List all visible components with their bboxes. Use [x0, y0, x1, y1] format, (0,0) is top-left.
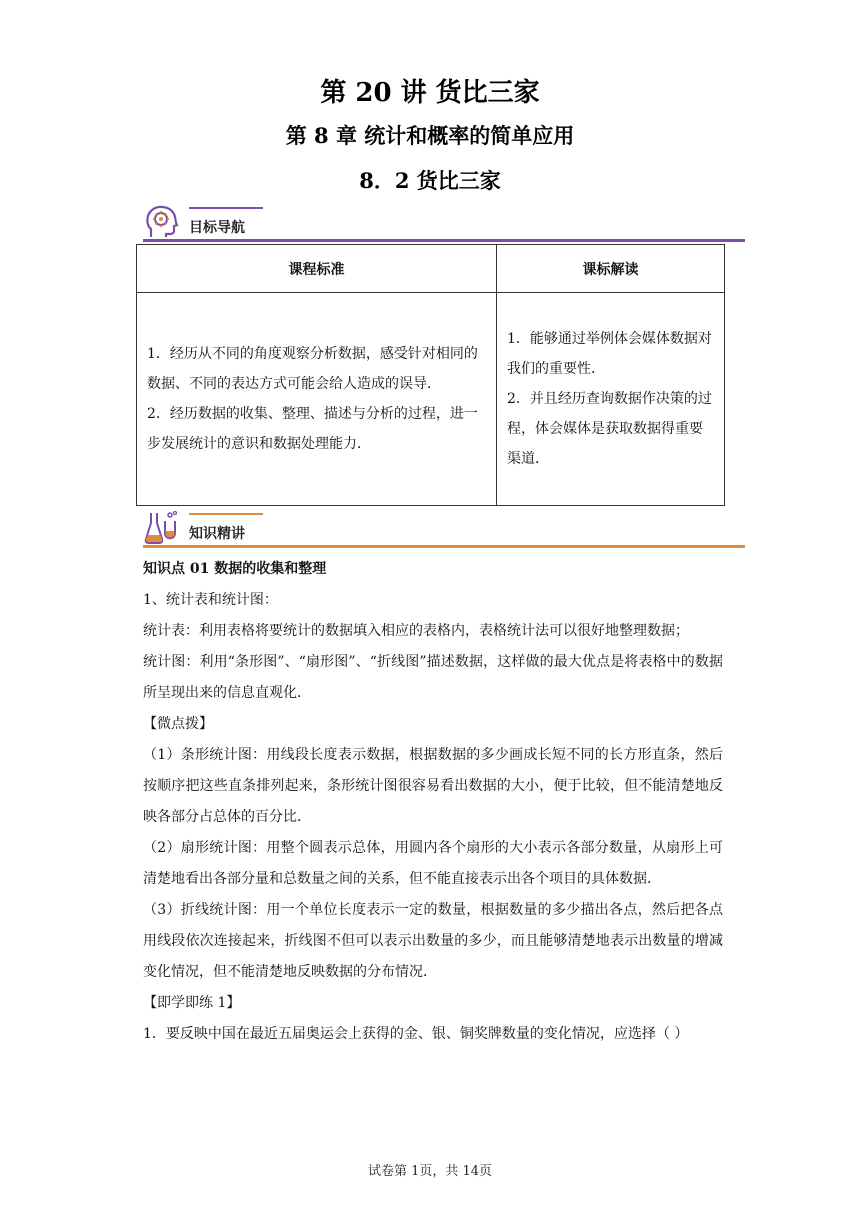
- paragraph: 统计图：利用“条形图”、“扇形图”、“折线图”描述数据，这样做的最大优点是将表格中的数据所呈现出来的信息直观化．: [143, 654, 723, 701]
- standard-item: 1．经历从不同的角度观察分析数据，感受针对相同的数据、不同的表达方式可能会给人造成的误导．: [147, 346, 478, 392]
- nav-header-label: 目标导航: [189, 220, 245, 236]
- interpretation-cell: [497, 293, 725, 506]
- flask-icon: [143, 509, 179, 545]
- interpretation-item: 1．能够通过举例体会媒体数据对我们的重要性．: [507, 331, 712, 377]
- knowledge-content: [143, 554, 723, 1050]
- header-accent-line: [189, 513, 263, 515]
- col-header-standard: 课程标准: [137, 245, 497, 293]
- paragraph: 1、统计表和统计图：: [143, 592, 278, 608]
- knowledge-section-header: [143, 509, 745, 545]
- paragraph: （1）条形统计图：用线段长度表示数据，根据数据的多少画成长短不同的长方形直条，然后按顺序把这些直条排列起来，条形统计图很容易看出数据的大小，便于比较，但不能清楚地反映各部分占总体的百分比．: [143, 747, 723, 825]
- knowledge-header-label: 知识精讲: [189, 526, 245, 542]
- paragraph: 【即学即练 1】: [143, 995, 241, 1011]
- col-header-interpretation: 课标解读: [497, 245, 725, 293]
- standard-cell: [137, 293, 497, 506]
- nav-section-header: [143, 203, 745, 239]
- paragraph: （3）折线统计图：用一个单位长度表示一定的数量，根据数量的多少描出各点，然后把各点用线段依次连接起来，折线图不但可以表示出数量的多少，而且能够清楚地表示出数量的增减变化情况，但不能清楚地反映数据的分布情况．: [143, 902, 723, 980]
- page-footer: 试卷第 1页，共 14页: [367, 1164, 493, 1179]
- table-row: [137, 293, 725, 506]
- section-title: 8．2 货比三家: [359, 168, 501, 193]
- paragraph: 统计表：利用表格将要统计的数据填入相应的表格内，表格统计法可以很好地整理数据；: [143, 623, 689, 639]
- paragraph: 【微点拨】: [143, 716, 213, 732]
- table-header-row: [137, 245, 725, 293]
- interpretation-item: 2．并且经历查询数据作决策的过程，体会媒体是获取数据得重要渠道．: [507, 391, 712, 467]
- lecture-title: 第 20 讲 货比三家: [320, 78, 540, 108]
- header-rule: [143, 239, 745, 242]
- paragraph: 1．要反映中国在最近五届奥运会上获得的金、银、铜奖牌数量的变化情况，应选择（ ）: [143, 1026, 689, 1042]
- curriculum-table: [136, 244, 725, 506]
- header-accent-line: [189, 207, 263, 209]
- header-rule: [143, 545, 745, 548]
- knowledge-point-title: 知识点 01 数据的收集和整理: [143, 561, 327, 577]
- head-gear-icon: [143, 203, 179, 239]
- standard-item: 2．经历数据的收集、整理、描述与分析的过程，进一步发展统计的意识和数据处理能力．: [147, 406, 478, 452]
- paragraph: （2）扇形统计图：用整个圆表示总体，用圆内各个扇形的大小表示各部分数量，从扇形上可清楚地看出各部分量和总数量之间的关系，但不能直接表示出各个项目的具体数据．: [143, 840, 723, 887]
- chapter-title: 第 8 章 统计和概率的简单应用: [285, 123, 575, 148]
